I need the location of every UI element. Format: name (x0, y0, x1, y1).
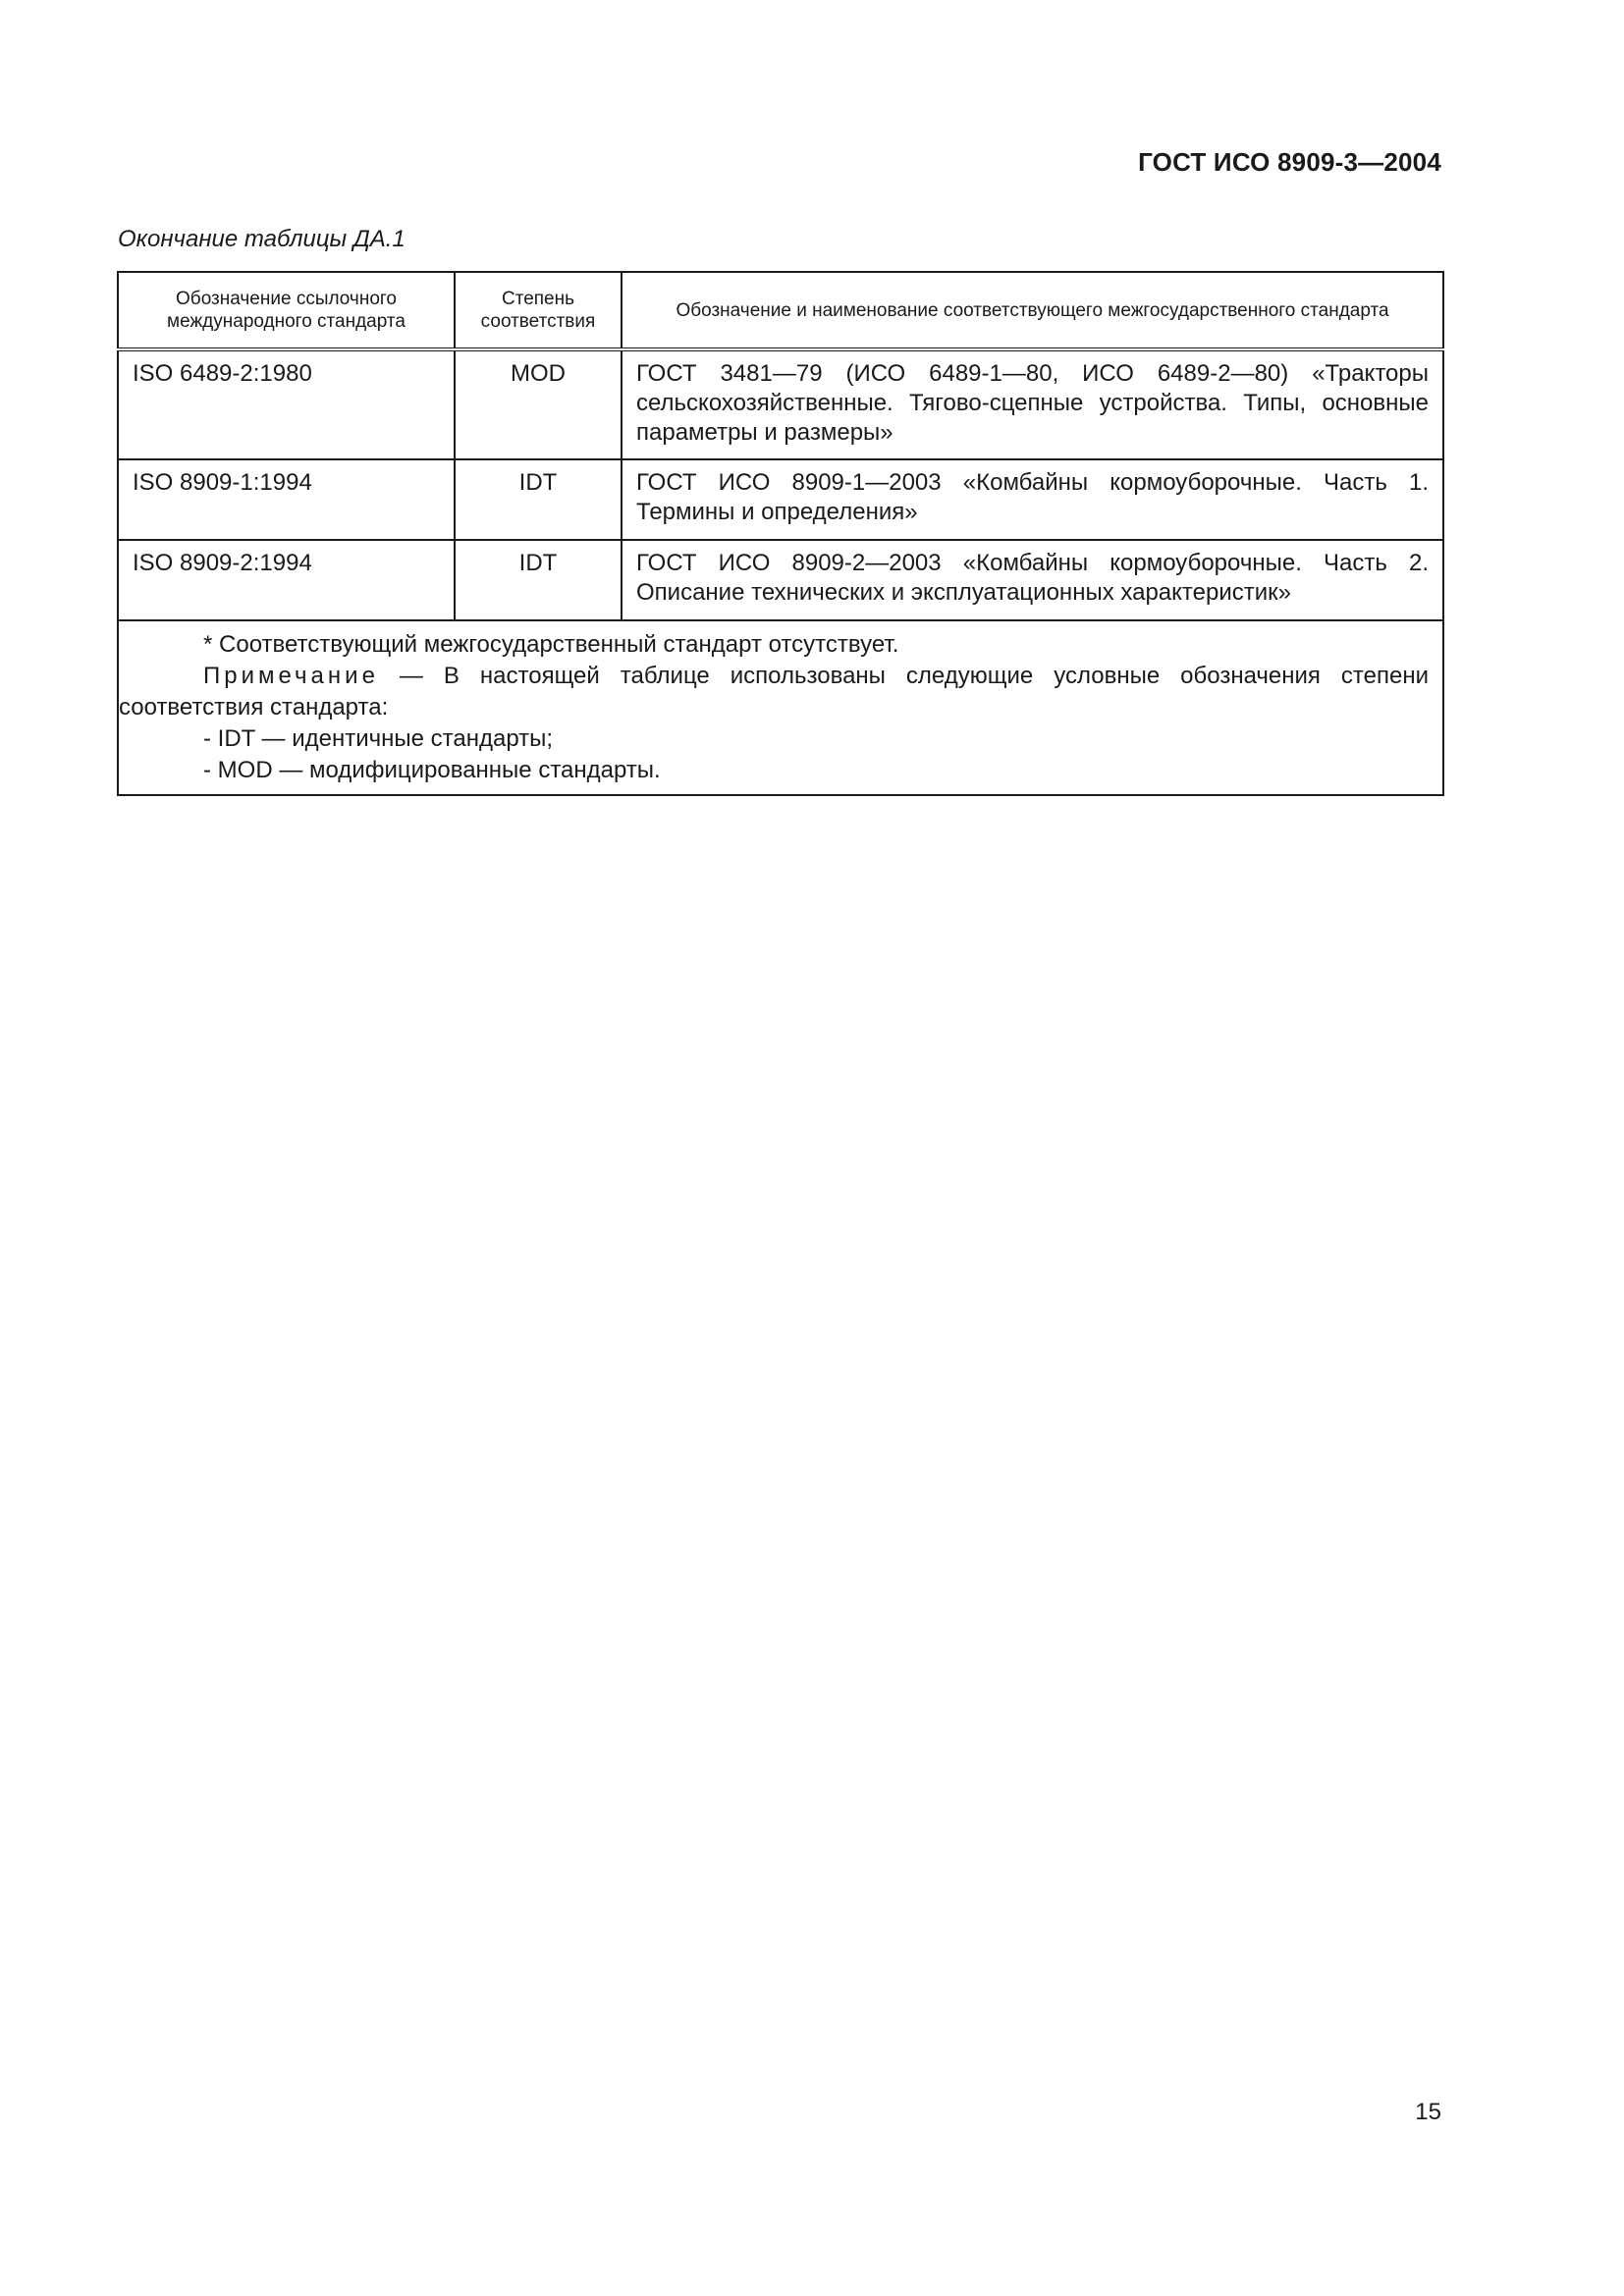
degree-cell: IDT (455, 540, 622, 620)
table-row (118, 349, 1443, 459)
table-notes (118, 620, 1443, 795)
table-row (118, 540, 1443, 620)
footnote: * Соответствующий межгосударственный стандарт отсутствует. (203, 631, 899, 658)
table-row (118, 459, 1443, 540)
table-header-row (118, 272, 1443, 349)
column-header-designation: Обозначение и наименование соответствующего межгосударственного стандарта (622, 272, 1443, 349)
column-header-degree: Степень соответствия (455, 272, 622, 349)
designation-cell: ГОСТ ИСО 8909-1—2003 «Комбайны кормоуборочные. Часть 1. Термины и определения» (622, 459, 1443, 540)
document-code: ГОСТ ИСО 8909-3—2004 (1138, 147, 1441, 177)
designation-cell: ГОСТ 3481—79 (ИСО 6489-1—80, ИСО 6489-2—80) «Тракторы сельскохозяйственные. Тягово-сцепные устройства. Типы, основные параметры и размеры» (622, 349, 1443, 459)
note-text: — В настоящей таблице использованы следующие условные обозначения степени соответствия стандарта: (119, 663, 1429, 721)
degree-cell: IDT (455, 459, 622, 540)
table-notes-row (118, 620, 1443, 795)
note-paragraph (119, 661, 1429, 723)
column-header-reference: Обозначение ссылочного международного стандарта (118, 272, 455, 349)
designation-cell: ГОСТ ИСО 8909-2—2003 «Комбайны кормоуборочные. Часть 2. Описание технических и эксплуатационных характеристик» (622, 540, 1443, 620)
page-number: 15 (1415, 2099, 1441, 2125)
note-item: - MOD — модифицированные стандарты. (203, 757, 661, 783)
reference-cell: ISO 8909-1:1994 (118, 459, 455, 540)
degree-cell: MOD (455, 349, 622, 459)
note-label: Примечание (203, 663, 379, 689)
reference-cell: ISO 8909-2:1994 (118, 540, 455, 620)
note-item: - IDT — идентичные стандарты; (203, 725, 554, 752)
reference-cell: ISO 6489-2:1980 (118, 349, 455, 459)
standards-table (117, 271, 1444, 796)
table-caption: Окончание таблицы ДА.1 (118, 226, 406, 252)
